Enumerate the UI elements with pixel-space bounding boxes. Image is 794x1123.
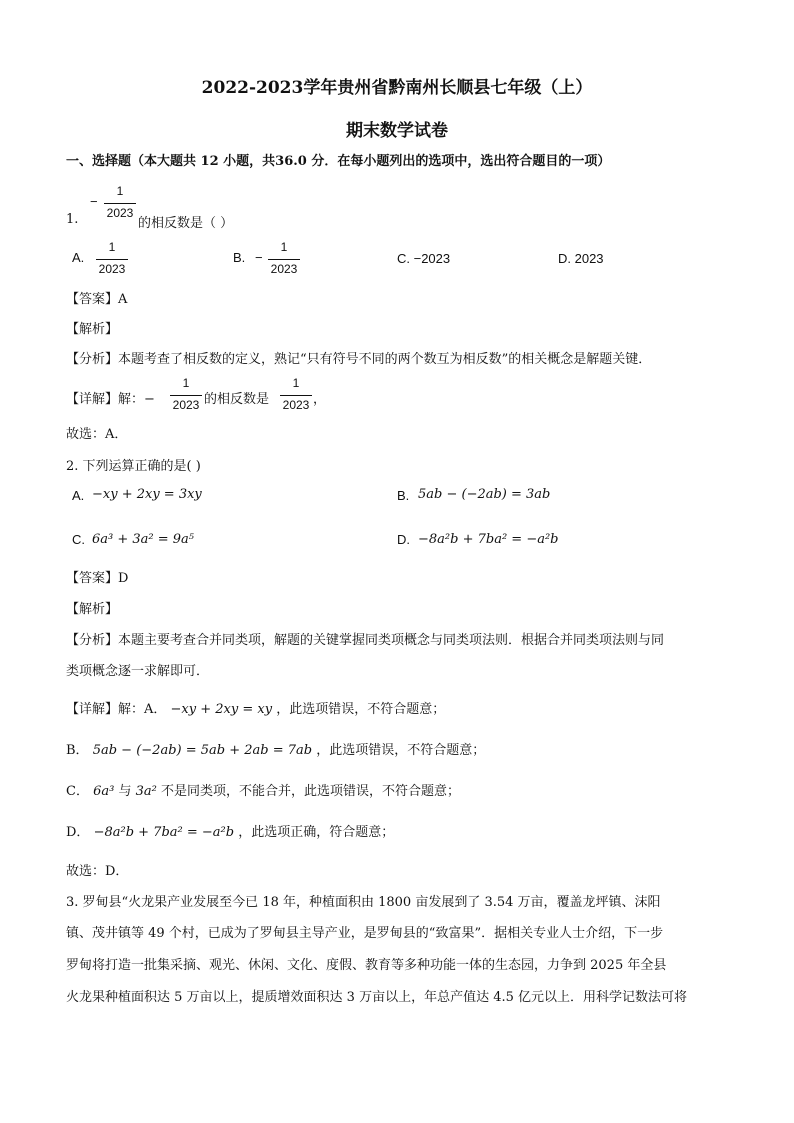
q1-detail-den-1: 2023 [172,398,200,412]
q2-detail-c [66,780,460,799]
q1-answer: 【答案】A [66,292,128,307]
q2-option-b-label: B. [397,488,410,503]
q2-detail-c-math2: 3a² [135,784,157,799]
q2-detail-b-suffix: ，此选项错误，不符合题意； [316,743,486,758]
q1-detail-num-2: 1 [292,376,300,390]
q1-stem-text: 的相反数是（ ） [138,216,234,231]
q2-option-d-label: D. [397,532,410,547]
q1-detail-mid: 的相反数是 [204,392,270,407]
q3-line-2: 镇、茂井镇等 49 个村，已成为了罗甸县主导产业，是罗甸县的“致富果”．据相关专业人士介绍，下一步 [66,926,664,941]
q2-option-a: −xy + 2xy = 3xy [92,487,202,502]
q2-option-d: −8a²b + 7ba² = −a²b [418,532,559,547]
q1-option-a-fraction [96,240,128,280]
q2-detail-a-prefix: 【详解】解：A． [66,702,167,717]
q2-analysis-line1: 【分析】本题主要考查合并同类项，解题的关键掌握同类项概念与同类项法则．根据合并同类项法则与同 [66,633,665,648]
q1-b-numerator: 1 [280,240,288,254]
q2-detail-c-prefix: C． [66,784,89,799]
q3-line-1: 3. 罗甸县“火龙果产业发展至今已 18 年，种植面积由 1800 亩发展到了 3.54 万亩，覆盖龙坪镇、沫阳 [66,895,661,910]
q3-line-3: 罗甸将打造一批集采摘、观光、休闲、文化、度假、教育等多种功能一体的生态园，力争到 2025 年全县 [66,958,667,973]
q3-line-4: 火龙果种植面积达 5 万亩以上，提质增效面积达 3 万亩以上，年总产值达 4.5 亿元以上．用科学记数法可将 [66,990,688,1005]
q2-detail-c-suffix: 不是同类项，不能合并，此选项错误，不符合题意； [161,784,461,799]
q2-answer: 【答案】D [66,571,129,586]
q2-detail-b [66,739,485,758]
q2-detail-a [66,698,445,717]
q2-detail-a-suffix: ，此选项错误，不符合题意； [276,702,446,717]
q1-detail-fraction-1 [170,376,202,416]
page-subtitle: 期末数学试卷 [346,121,448,141]
q2-jiexi: 【解析】 [66,602,119,617]
q2-option-a-label: A. [72,488,85,503]
q2-detail-d-suffix: ，此选项正确，符合题意； [238,825,395,840]
q2-detail-a-math: −xy + 2xy = xy [170,702,273,717]
q1-option-b-fraction [268,240,300,280]
q1-detail-num-1: 1 [182,376,190,390]
q1-a-numerator: 1 [108,240,116,254]
q1-detail-fraction-2 [280,376,312,416]
q1-option-d: D. 2023 [558,251,604,266]
q2-choose: 故选：D． [66,864,129,879]
q1-option-c: C. −2023 [397,251,451,266]
q2-detail-d [66,821,394,840]
section-heading: 一、选择题（本大题共 12 小题，共36.0 分．在每小题列出的选项中，选出符合题目的一项） [66,154,611,169]
q1-option-b-label: B. [233,250,246,265]
q2-option-c: 6a³ + 3a² = 9a⁵ [92,532,195,547]
q1-b-denominator: 2023 [270,262,298,276]
q2-detail-b-math: 5ab − (−2ab) = 5ab + 2ab = 7ab [92,743,313,758]
q1-fraction-minus: − [90,194,98,209]
q1-detail-end: ， [313,392,327,407]
page-title: 2022-2023学年贵州省黔南州长顺县七年级（上） [201,78,593,98]
q1-analysis: 【分析】本题考查了相反数的定义，熟记“只有符号不同的两个数互为相反数”的相关概念是解题关键． [66,352,652,367]
q1-detail-den-2: 2023 [282,398,310,412]
q1-option-a-label: A. [72,250,85,265]
q1-jiexi: 【解析】 [66,322,119,337]
q1-frac-denominator: 2023 [106,206,134,220]
q2-detail-b-prefix: B． [66,743,89,758]
q1-choose: 故选：A． [66,427,128,442]
q2-analysis-line2: 类项概念逐一求解即可． [66,664,210,679]
q2-detail-d-math: −8a²b + 7ba² = −a²b [93,825,235,840]
q2-detail-d-prefix: D． [66,825,90,840]
q2-detail-c-math1: 6a³ [93,784,115,799]
q2-option-b: 5ab − (−2ab) = 3ab [418,487,551,502]
q2-detail-c-mid: 与 [118,784,132,799]
q1-option-b-minus: − [255,250,263,265]
q1-number: 1. [66,212,79,227]
q1-stem-fraction [104,184,136,224]
q2-option-c-label: C. [72,532,85,547]
q1-detail-prefix: 【详解】解：− [66,392,155,407]
q1-frac-numerator: 1 [116,184,124,198]
q1-a-denominator: 2023 [98,262,126,276]
q2-stem: 2. 下列运算正确的是( ) [66,459,201,474]
